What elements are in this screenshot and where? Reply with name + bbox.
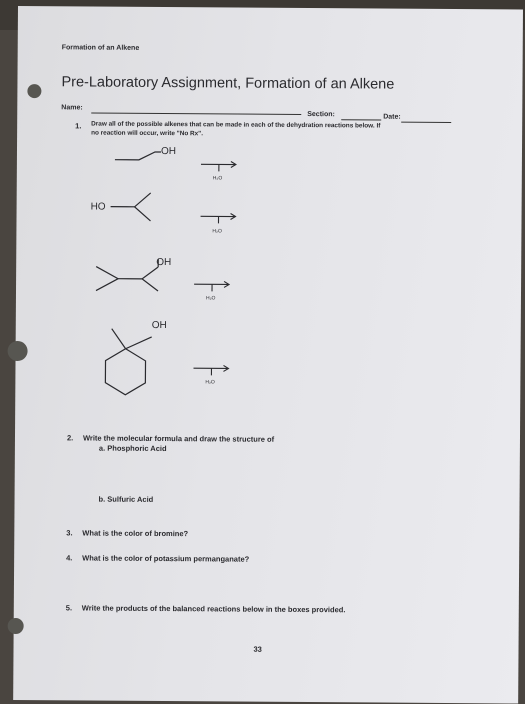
page-number: 33 [253,645,261,654]
reagent-label-2: H₂O [212,228,221,234]
q2b-text: b. Sulfuric Acid [99,495,154,504]
molecule-isopropanol [110,191,160,227]
q5-number: 5. [66,603,72,612]
q2a-text: a. Phosphoric Acid [99,444,167,453]
oh-label-4: OH [152,320,167,331]
molecule-methylcyclohexanol [95,321,176,400]
punch-hole-top [27,84,41,98]
date-field[interactable] [401,122,451,123]
punch-hole-bottom [8,618,24,634]
oh-label-3: OH [156,257,171,268]
q2-text: Write the molecular formula and draw the structure of [83,433,274,443]
name-field[interactable] [91,113,301,115]
punch-hole-middle [8,341,28,361]
q3-text: What is the color of bromine? [82,528,188,538]
q4-number: 4. [66,553,72,562]
page-title: Pre-Laboratory Assignment, Formation of an Alkene [61,74,394,92]
section-field[interactable] [341,119,381,120]
reagent-label-1: H₂O [213,175,222,181]
section-label: Section: [307,111,335,118]
reagent-label-3: H₂O [206,295,215,301]
date-label: Date: [383,114,401,121]
q4-text: What is the color of potassium permanganate? [82,553,249,563]
reaction-arrow-3 [194,279,234,293]
reagent-label-4: H₂O [205,379,214,385]
reaction-arrow-2 [200,211,240,225]
q5-text: Write the products of the balanced reactions below in the boxes provided. [82,603,346,614]
q1-number: 1. [75,121,81,130]
reaction-arrow-4 [193,363,233,377]
ho-label-2: HO [91,202,106,213]
running-header: Formation of an Alkene [62,44,140,52]
q2-number: 2. [67,433,73,442]
reaction-arrow-1 [201,159,241,173]
q3-number: 3. [66,528,72,537]
name-label: Name: [61,104,82,111]
q1-text-line1: Draw all of the possible alkenes that can be made in each of the dehydration reactions below. If [91,121,380,130]
worksheet-page [13,6,523,704]
q1-text-line2: no reaction will occur, write "No Rx". [91,130,203,138]
oh-label-1: OH [161,146,176,157]
